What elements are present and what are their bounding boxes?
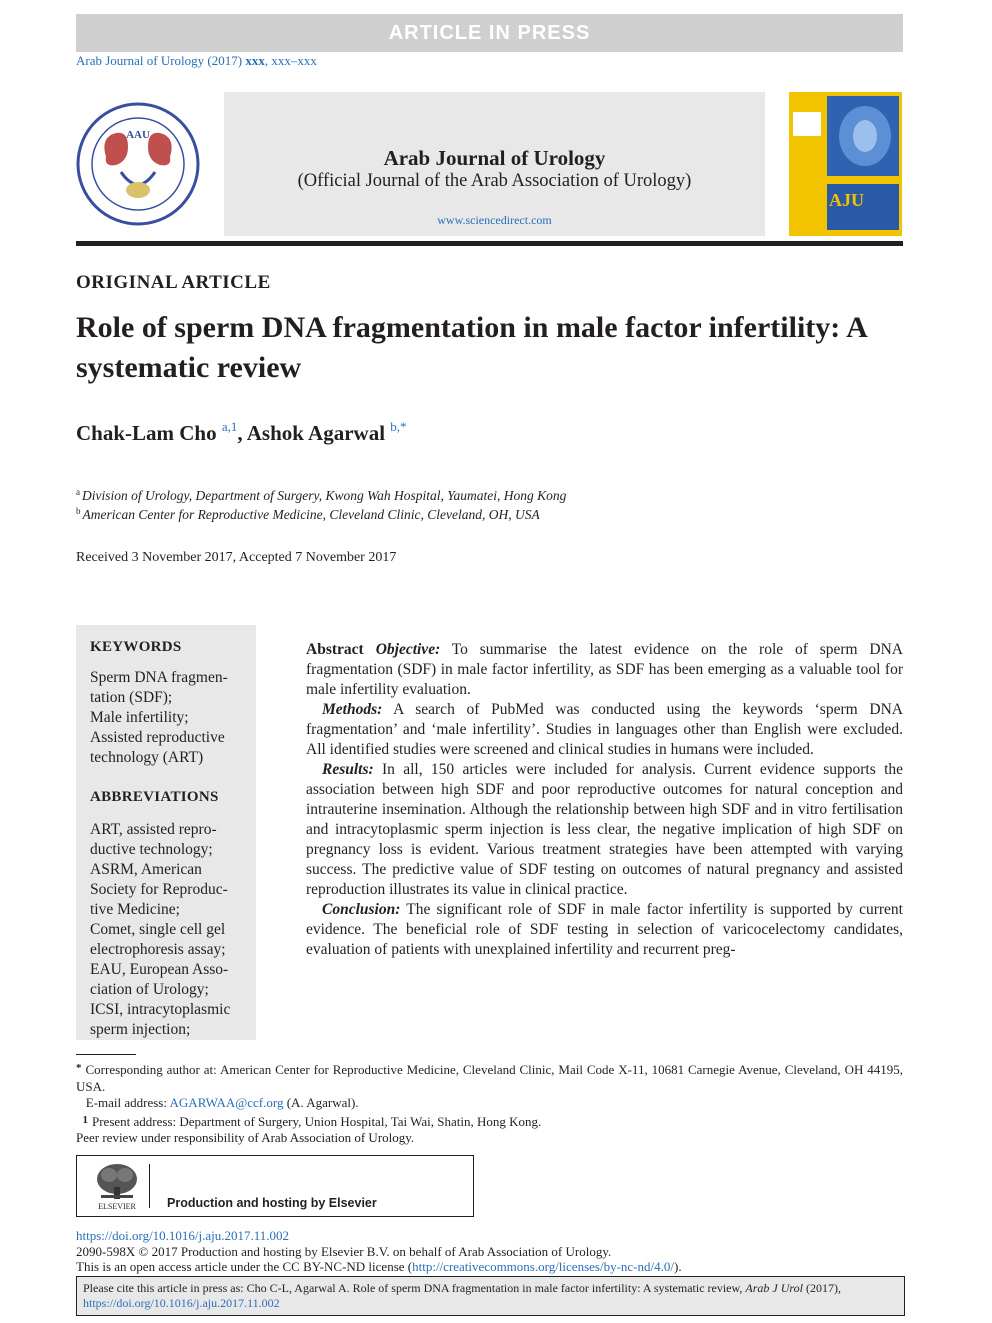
received-accepted-dates: Received 3 November 2017, Accepted 7 November 2017: [76, 550, 397, 565]
hosting-text: Production and hosting by Elsevier: [167, 1196, 377, 1210]
author-affil-mark[interactable]: a,1: [221, 419, 238, 434]
license-prefix: This is an open access article under the CC BY-NC-ND license (: [76, 1259, 413, 1274]
email-note: [76, 1095, 903, 1112]
keyword-line: tation (SDF);: [90, 689, 173, 706]
citation-doi-link[interactable]: https://doi.org/10.1016/j.aju.2017.11.002: [83, 1296, 280, 1310]
abbreviation-line: Society for Reproduc-: [90, 881, 228, 898]
keyword-line: Sperm DNA fragmen-: [90, 669, 228, 686]
objective-text: To summarise the latest evidence on the role of sperm DNA fragmentation (SDF) in male factor infertility, as SDF has been emerging as a valuable tool for male infertility evaluation.: [306, 641, 903, 698]
cover-text: AJU: [829, 190, 864, 210]
citation-journal: Arab J Urol: [745, 1281, 803, 1295]
elsevier-divider: [149, 1164, 150, 1208]
email-link[interactable]: AGARWAA@ccf.org: [169, 1095, 284, 1110]
corresponding-mark: *: [76, 1062, 82, 1074]
keyword-line: Male infertility;: [90, 709, 189, 726]
seal-text: AAU: [126, 129, 150, 141]
abbreviation-line: ART, assisted repro-: [90, 821, 217, 838]
affiliation-label: b: [76, 506, 81, 516]
copyright-line: 2090-598X © 2017 Production and hosting by Elsevier B.V. on behalf of Arab Association of Urology.: [76, 1243, 612, 1259]
doi-link[interactable]: https://doi.org/10.1016/j.aju.2017.11.002: [76, 1228, 290, 1243]
present-address-text: Present address: Department of Surgery, Union Hospital, Tai Wai, Shatin, Hong Kong.: [92, 1113, 542, 1129]
author-separator: ,: [237, 421, 247, 445]
citation-text: Please cite this article in press as: Cho C-L, Agarwal A. Role of sperm DNA fragmentation in male factor infertility: A systematic review,: [83, 1281, 743, 1295]
keywords-sidebar: [76, 625, 256, 1040]
license-line: [76, 1259, 682, 1275]
journal-volume: xxx: [245, 53, 265, 68]
license-link[interactable]: http://creativecommons.org/licenses/by-nc-nd/4.0/: [412, 1259, 674, 1274]
keyword-line: technology (ART): [90, 749, 204, 766]
elsevier-tree-logo[interactable]: [91, 1161, 143, 1211]
journal-citation-text: Arab Journal of Urology (2017): [76, 53, 243, 68]
abstract-methods: [306, 700, 903, 760]
footnotes: [76, 1060, 903, 1147]
methods-label: Methods:: [322, 701, 383, 718]
keywords-list: [90, 668, 254, 768]
license-suffix: ).: [673, 1259, 682, 1274]
results-text: In all, 150 articles were included for analysis. Current evidence supports the association between high SDF and poor reproductive outcomes for natural conception and intrauterine insemination. Although the relationship between high SDF and in vitro fertilisation and intracytoplasmic sperm injection is less clear, the negative implication of high SDF on pregnancy loss is evident. Various treatment strategies have been attempted with varying success. The predictive value of SDF testing on outcomes of natural pregnancy and assisted reproduction illustrates its value in clinical practice.: [306, 761, 904, 898]
sciencedirect-link[interactable]: www.sciencedirect.com: [437, 213, 552, 227]
citation-year: (2017),: [805, 1281, 841, 1295]
masthead-rule: [76, 241, 903, 246]
elsevier-hosting-box: [76, 1155, 474, 1217]
abstract: [306, 640, 903, 960]
abbreviation-line: ICSI, intracytoplasmic: [90, 1001, 231, 1018]
abbreviation-line: ASRM, American: [90, 861, 202, 878]
abstract-heading: Abstract: [306, 641, 364, 658]
publication-info: [76, 1228, 682, 1275]
article-in-press-banner: ARTICLE IN PRESS: [76, 14, 903, 52]
author-name[interactable]: Chak-Lam Cho: [76, 421, 217, 445]
email-label: E-mail address:: [85, 1095, 167, 1110]
affiliation: [76, 487, 566, 504]
journal-pages: xxx–xxx: [271, 53, 317, 68]
keyword-line: Assisted reproductive: [90, 729, 225, 746]
abbreviation-line: Comet, single cell gel: [90, 921, 226, 938]
conclusion-label: Conclusion:: [322, 901, 401, 918]
conclusion-text: The significant role of SDF in male factor infertility is supported by current evidence. The beneficial role of SDF testing in selection of varicocelectomy candidates, evaluation of patients with unexplained infertility and recurrent preg-: [306, 901, 903, 958]
abbreviation-line: electrophoresis assay;: [90, 941, 226, 958]
present-mark: 1: [82, 1113, 88, 1126]
footnote-rule: [76, 1054, 136, 1055]
email-owner: (A. Agarwal).: [286, 1095, 359, 1110]
author-name[interactable]: Ashok Agarwal: [246, 421, 386, 445]
abstract-conclusion: [306, 900, 903, 960]
affiliation: [76, 506, 540, 523]
peer-review-note: Peer review under responsibility of Arab Association of Urology.: [76, 1130, 415, 1145]
methods-text: A search of PubMed was conducted using the keywords ‘sperm DNA fragmentation’ and ‘male infertility’. Studies in languages other than English were excluded. All identified studies were screened and clinical studies in humans were included.: [306, 701, 903, 758]
present-address-note: [76, 1112, 903, 1131]
corresponding-text: Corresponding author at: American Center for Reproductive Medicine, Cleveland Clinic, Mail Code X-11, 10681 Carnegie Avenue, Cleveland, OH 44195, USA.: [76, 1062, 903, 1094]
results-label: Results:: [322, 761, 374, 778]
abbreviation-line: sperm injection;: [90, 1021, 191, 1038]
affiliation-label: a: [76, 487, 80, 497]
corresponding-author-note: [76, 1060, 903, 1095]
aau-seal-logo: [76, 102, 200, 226]
article-type: ORIGINAL ARTICLE: [76, 272, 271, 293]
abbreviations-list: [90, 820, 254, 1040]
keywords-heading: KEYWORDS: [90, 639, 182, 655]
abbreviation-line: EAU, European Asso-: [90, 961, 229, 978]
abbreviation-line: tive Medicine;: [90, 901, 180, 918]
author-affil-mark[interactable]: b,*: [390, 419, 407, 434]
abbreviation-line: ductive technology;: [90, 841, 213, 858]
journal-subtitle: (Official Journal of the Arab Association of Urology): [297, 171, 692, 191]
abstract-objective: [306, 640, 903, 700]
article-title: Role of sperm DNA fragmentation in male factor infertility: A systematic review: [76, 311, 867, 384]
abbreviation-line: ciation of Urology;: [90, 981, 209, 998]
affiliation-text: American Center for Reproductive Medicine, Cleveland Clinic, Cleveland, OH, USA: [82, 507, 540, 522]
journal-citation[interactable]: Arab Journal of Urology (2017) xxx, xxx–xxx: [76, 53, 317, 68]
objective-label: Objective:: [375, 641, 441, 658]
elsevier-logo-text: ELSEVIER: [98, 1202, 136, 1211]
abstract-results: [306, 760, 903, 900]
affiliation-text: Division of Urology, Department of Surgery, Kwong Wah Hospital, Yaumatei, Hong Kong: [82, 488, 567, 503]
journal-cover-image: [789, 92, 902, 236]
journal-title: Arab Journal of Urology: [383, 146, 606, 170]
citation-box: [76, 1276, 905, 1316]
abbreviations-heading: ABBREVIATIONS: [90, 789, 219, 805]
author-list: [76, 419, 407, 446]
